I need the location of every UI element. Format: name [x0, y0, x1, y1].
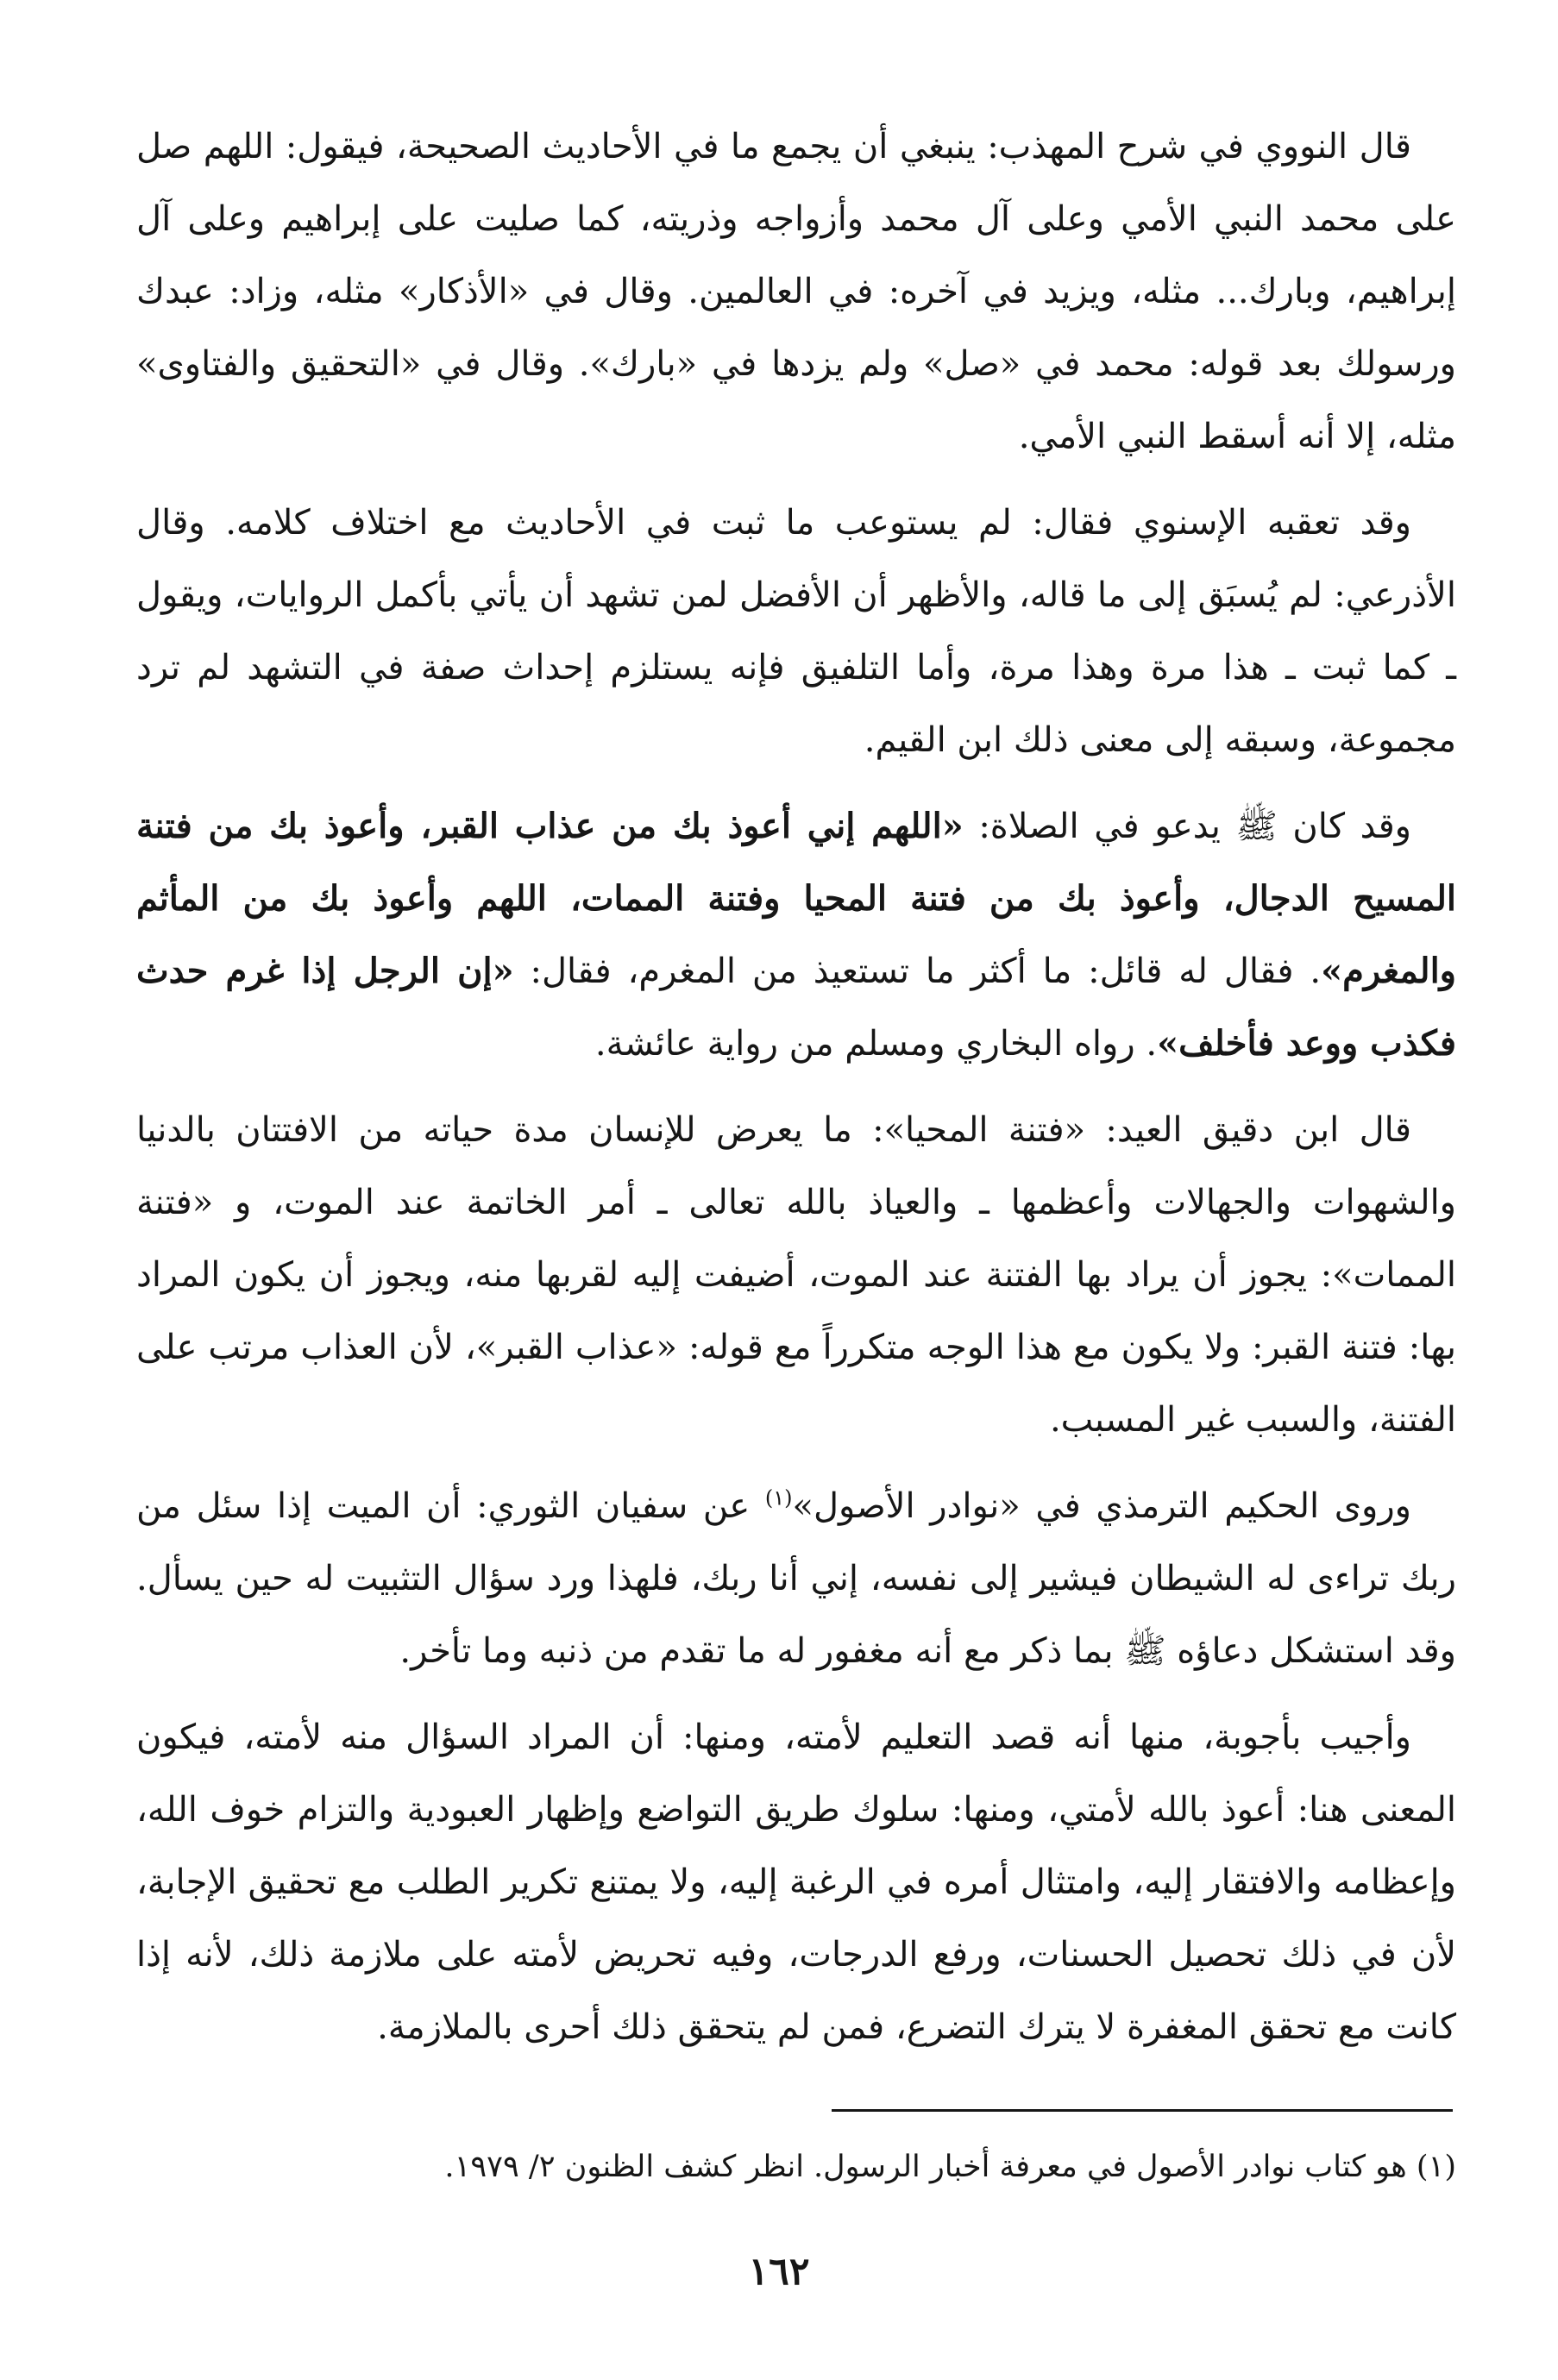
- prayer-quote-1: «اللهم إني أعوذ بك من عذاب القبر، وأعوذ بك من فتنة المسيح الدجال، وأعوذ بك من فتنة المحيا وفتنة الممات، اللهم وأعوذ بك من المأثم والمغرم»: [136, 806, 1456, 991]
- prayer-tail: . رواه البخاري ومسلم من رواية عائشة.: [594, 1024, 1158, 1064]
- prayer-middle: . فقال له قائل: ما أكثر ما تستعيذ من المغرم، فقال:: [513, 951, 1322, 991]
- main-text: [136, 110, 1456, 2077]
- hakim-after: عن سفيان الثوري: أن الميت إذا سئل من ربك تراءى له الشيطان فيشير إلى نفسه، إني أنا ربك، فلهذا ورد سؤال التثبيت له حين يسأل. وقد استشكل دعاؤه ﷺ بما ذكر مع أنه مغفور له ما تقدم من ذنبه وما تأخر.: [136, 1486, 1456, 1671]
- paragraph-prayer: [136, 790, 1456, 1080]
- paragraph-answers: وأجيب بأجوبة، منها أنه قصد التعليم لأمته، ومنها: أن المراد السؤال منه لأمته، فيكون المعنى هنا: أعوذ بالله لأمتي، ومنها: سلوك طريق التواضع وإظهار العبودية والتزام خوف الله، وإعظامه والافتقار إليه، وامتثال أمره في الرغبة إليه، ولا يمتنع تكرير الطلب مع تحقيق الإجابة، لأن في ذلك تحصيل الحسنات، ورفع الدرجات، وفيه تحريض لأمته على ملازمة ذلك، لأنه إذا كانت مع تحقق المغفرة لا يترك التضرع، فمن لم يتحقق ذلك أحرى بالملازمة.: [136, 1717, 1457, 2047]
- paragraph-ibn-daqiq: قال ابن دقيق العيد: «فتنة المحيا»: ما يعرض للإنسان مدة حياته من الافتتان بالدنيا والشهوات والجهالات وأعظمها ـ والعياذ بالله تعالى ـ أمر الخاتمة عند الموت، و «فتنة الممات»: يجوز أن يراد بها الفتنة عند الموت، أضيفت إليه لقربها منه، ويجوز أن يكون المراد بها: فتنة القبر: ولا يكون مع هذا الوجه متكرراً مع قوله: «عذاب القبر»، لأن العذاب مرتب على الفتنة، والسبب غير المسبب.: [136, 1110, 1456, 1440]
- hakim-before: وروى الحكيم الترمذي في «نوادر الأصول»: [792, 1486, 1411, 1526]
- prayer-quote-2: «إن الرجل إذا غرم حدث فكذب ووعد فأخلف»: [136, 951, 1456, 1064]
- footnote: (١) هو كتاب نوادر الأصول في معرفة أخبار الرسول. انظر كشف الظنون ٢/ ١٩٧٩.: [444, 2150, 1456, 2184]
- footnote-marker: (١): [764, 1485, 793, 1510]
- paragraph-hakim: [136, 1470, 1456, 1687]
- footnote-divider: [832, 2109, 1453, 2112]
- paragraph-isnawi: وقد تعقبه الإسنوي فقال: لم يستوعب ما ثبت في الأحاديث مع اختلاف كلامه. وقال الأذرعي: لم يُسبَق إلى ما قاله، والأظهر أن الأفضل لمن تشهد أن يأتي بأكمل الروايات، ويقول ـ كما ثبت ـ هذا مرة وهذا مرة، وأما التلفيق فإنه يستلزم إحداث صفة في التشهد لم ترد مجموعة، وسبقه إلى معنى ذلك ابن القيم.: [136, 503, 1456, 760]
- prayer-intro: وقد كان ﷺ يدعو في الصلاة:: [963, 807, 1412, 846]
- paragraph-nawawi: قال النووي في شرح المهذب: ينبغي أن يجمع ما في الأحاديث الصحيحة، فيقول: اللهم صل على محمد النبي الأمي وعلى آل محمد وأزواجه وذريته، كما صليت على إبراهيم وعلى آل إبراهيم، وبارك... مثله، ويزيد في آخره: في العالمين. وقال في «الأذكار» مثله، وزاد: عبدك ورسولك بعد قوله: محمد في «صل» ولم يزدها في «بارك». وقال في «التحقيق والفتاوى» مثله، إلا أنه أسقط النبي الأمي.: [136, 127, 1457, 456]
- page-number: ١٦٢: [748, 2250, 810, 2294]
